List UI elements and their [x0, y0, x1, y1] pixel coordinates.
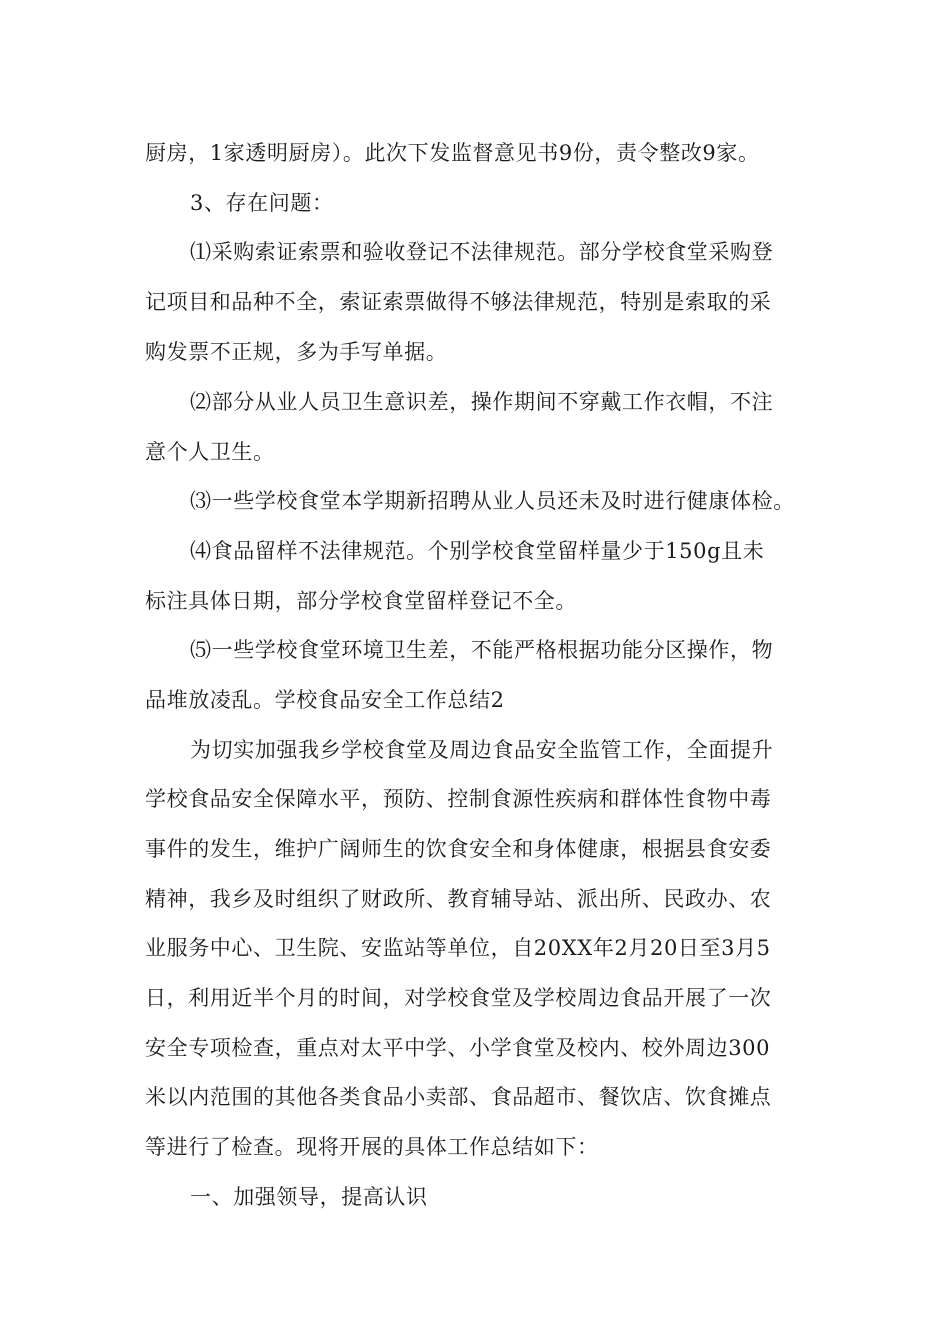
section-heading: 一、加强领导，提高认识 [190, 1185, 428, 1209]
text-line: ⑶一些学校食堂本学期新招聘从业人员还未及时进行健康体检。 [190, 489, 795, 513]
text-line: ⑵部分从业人员卫生意识差，操作期间不穿戴工作衣帽，不注 [190, 390, 774, 414]
text-line: 记项目和品种不全，索证索票做得不够法律规范，特别是索取的采 [145, 290, 772, 314]
text-line: 事件的发生，维护广阔师生的饮食安全和身体健康，根据县食安委 [145, 837, 772, 861]
text-line: 米以内范围的其他各类食品小卖部、食品超市、餐饮店、饮食摊点 [145, 1085, 772, 1109]
text-line: 学校食品安全保障水平，预防、控制食源性疾病和群体性食物中毒 [145, 787, 772, 811]
text-line: 安全专项检查，重点对太平中学、小学食堂及校内、校外周边300 [145, 1036, 771, 1060]
text-line: ⑴采购索证索票和验收登记不法律规范。部分学校食堂采购登 [190, 240, 774, 264]
section-heading: 3、存在问题： [190, 191, 334, 215]
text-line: 精神，我乡及时组织了财政所、教育辅导站、派出所、民政办、农 [145, 887, 772, 911]
text-line: 厨房，1家透明厨房）。此次下发监督意见书9份，责令整改9家。 [145, 141, 760, 165]
text-line: ⑸一些学校食堂环境卫生差，不能严格根据功能分区操作，物 [190, 638, 774, 662]
text-line: 购发票不正规，多为手写单据。 [145, 340, 448, 364]
text-line: 品堆放凌乱。学校食品安全工作总结2 [145, 688, 505, 712]
text-line: 标注具体日期，部分学校食堂留样登记不全。 [145, 589, 577, 613]
text-line: 意个人卫生。 [145, 440, 275, 464]
text-line: 业服务中心、卫生院、安监站等单位，自20XX年2月20日至3月5 [145, 936, 771, 960]
text-line: 日，利用近半个月的时间，对学校食堂及学校周边食品开展了一次 [145, 986, 772, 1010]
text-line: ⑷食品留样不法律规范。个别学校食堂留样量少于150g且未 [190, 539, 765, 563]
text-line: 等进行了检查。现将开展的具体工作总结如下： [145, 1135, 599, 1159]
text-line: 为切实加强我乡学校食堂及周边食品安全监管工作，全面提升 [190, 738, 774, 762]
